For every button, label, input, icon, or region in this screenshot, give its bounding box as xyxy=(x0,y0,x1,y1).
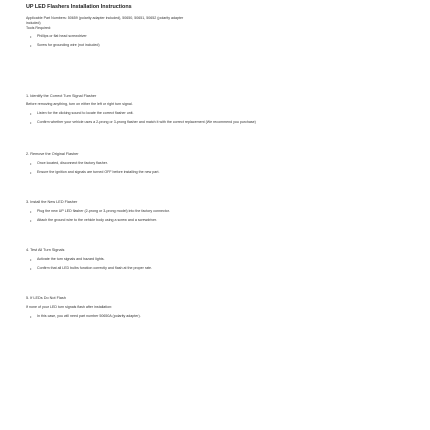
intro-section xyxy=(26,16,406,52)
list-item: • Ensure the ignition and signals are turned OFF before installing the new part. xyxy=(26,170,406,175)
list-item: • Confirm whether your vehicle uses a 2-prong or 3-prong flasher and match it with the correct replacement (We recommend you purchase) xyxy=(26,120,317,125)
step1-text: Before removing anything, turn on either the left or right turn signal. xyxy=(26,102,133,106)
step2-section xyxy=(26,152,406,179)
step3-section xyxy=(26,200,406,227)
list-item: • Phillips or flat head screwdriver xyxy=(26,34,406,39)
applicable-parts-line1: Applicable Part Numbers: 50659 (polarity adapter included), 50650, 50651, 50652 (polarity adapter xyxy=(26,16,184,20)
applicable-parts-line2: included) xyxy=(26,21,41,25)
step5-heading: 5. If LEDs Do Not Flash xyxy=(26,296,66,300)
tools-required-label: Tools Required: xyxy=(26,26,51,30)
step5-list xyxy=(26,314,406,319)
step5-section xyxy=(26,296,406,323)
step2-list xyxy=(26,161,406,175)
list-item: • Screw for grounding wire (not included) xyxy=(26,43,406,48)
step2-heading: 2. Remove the Original Flasher xyxy=(26,152,79,156)
step4-section xyxy=(26,248,406,275)
list-item: • Confirm that all LED bulbs function correctly and flash at the proper rate. xyxy=(26,266,406,271)
step4-heading: 4. Test All Turn Signals xyxy=(26,248,65,252)
document-title: UP LED Flashers Installation Instructions xyxy=(26,4,132,10)
tools-list xyxy=(26,34,406,48)
list-item: • Once located, disconnect the factory flasher. xyxy=(26,161,406,166)
list-item: • Attach the ground wire to the vehicle body using a screw and a screwdriver. xyxy=(26,218,406,223)
step3-heading: 3. Install the New LED Flasher xyxy=(26,200,78,204)
list-item: • Plug the new UP LED flasher (2-prong or 3-prong model) into the factory connector. xyxy=(26,209,406,214)
list-item: • In this case, you will need part number 50650A (polarity adapter). xyxy=(26,314,406,319)
step1-heading: 1. Identify the Correct Turn Signal Flasher xyxy=(26,94,97,98)
list-item: • Listen for the clicking sound to locate the correct flasher unit. xyxy=(26,111,406,116)
instructions-document xyxy=(26,4,406,318)
step1-list xyxy=(26,111,406,125)
step4-list xyxy=(26,257,406,271)
step5-text: If none of your LED turn signals flash after installation: xyxy=(26,305,113,309)
step3-list xyxy=(26,209,406,223)
list-item: • Activate the turn signals and hazard lights. xyxy=(26,257,406,262)
step1-section xyxy=(26,94,406,129)
